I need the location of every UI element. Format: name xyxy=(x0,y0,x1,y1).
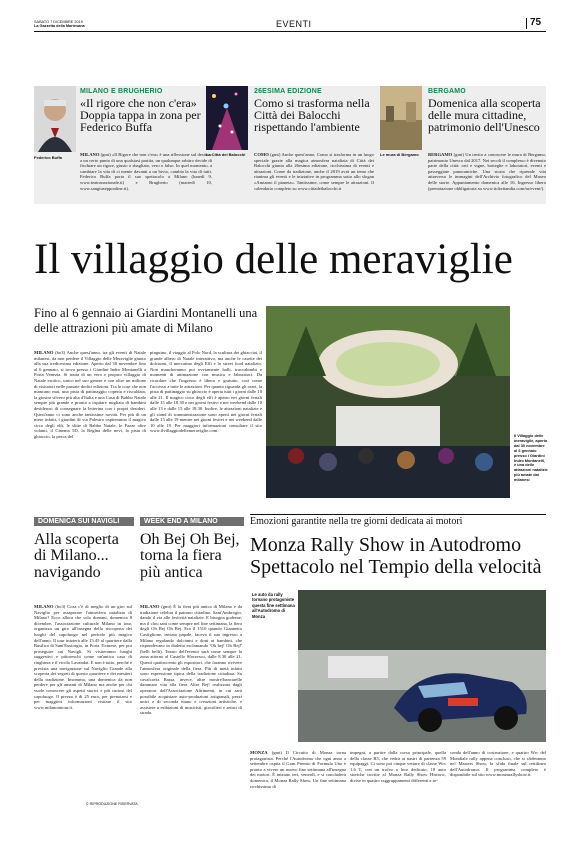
monza-col3: conda dell'anno di costruzione, e quattro Wrc del Mondiale rally appena concluso, che si sfideranno nel Masters Show, la sfida finale sul rettilineo dell'Autodromo. Il programma completo è disponibile sul sito www.monzarallyshow.it. xyxy=(450,750,546,778)
col-b-source: (gmt) xyxy=(161,604,172,609)
page-number: 75 xyxy=(530,17,542,28)
top3-text: Un invito a conoscere le mura di Bergamo, patrimonio Unesco dal 2017. Nei secoli il complesso è divenuto parte della città: orti e vigne, botteghe e laboratori, eventi e passeggiate panoramiche. Una storia che riprende vita attraverso le immagini dell'Archivio fotografico del Museo delle storie. Appuntamento domenica alle 16. Ingresso libero (prenotazione obbligatoria su www.tickettandia.com/m/event/). xyxy=(428,152,546,191)
header-dateline xyxy=(34,20,85,29)
monza-rule xyxy=(250,514,546,515)
top2-kicker: 26ESIMA EDIZIONE xyxy=(254,88,322,95)
balocchi-caption: La Città dei Balocchi xyxy=(206,152,246,157)
header-paper: La Gazzetta della Martesana xyxy=(34,24,85,29)
monza-source: (gmt) xyxy=(271,750,282,755)
col-a-title: Alla scoperta di Milano... navigando xyxy=(34,531,119,581)
top2-body xyxy=(254,152,374,202)
buffa-photo xyxy=(34,86,76,152)
main-place: MILANO xyxy=(34,350,54,355)
top3-body xyxy=(428,152,546,202)
top1-place: MILANO xyxy=(80,152,100,157)
monza-caption: Le auto da rally tornano protagoniste questa fine settimana all'Autodromo di Monza xyxy=(252,592,295,619)
monza-place: MONZA xyxy=(250,750,268,755)
main-source: (bo3) xyxy=(55,350,66,355)
monza-title: Monza Rally Show in Autodromo Spettacolo nel Tempio della velocità xyxy=(250,534,542,578)
top1-title: «Il rigore che non c'era» Doppia tappa in zona per Federico Buffa xyxy=(80,96,201,135)
monza-photo xyxy=(298,590,546,742)
top2-place: COMO xyxy=(254,152,269,157)
top3-place: BERGAMO xyxy=(428,152,453,157)
monza-col2: impegni, a partire dalla corsa principale, quella della classe R5, che vedrà ai nastri di partenza 59 equipaggi. Ci sono poi cinque vetture di classe Wrc 1.6 T, con un trofeo a loro dedicato, 18 auto storiche iscritte al Monza Rally Show Historic, divise in quattro raggruppamenti differenti a se- xyxy=(350,750,446,783)
mura-caption: Le mura di Bergamo xyxy=(380,152,419,157)
mura-photo xyxy=(380,86,422,150)
villaggio-caption: Il Villaggio delle meraviglie, aperto dal 30 novembre al 6 gennaio presso i Giardini Indro Montanelli, è una delle attrazioni natalizie più amate dai milanesi xyxy=(514,433,548,483)
top3-kicker: BERGAMO xyxy=(428,88,466,95)
monza-kicker: Emozioni garantite nella tre giorni dedicata ai motori xyxy=(250,516,463,527)
col-a-body xyxy=(34,604,132,800)
balocchi-photo xyxy=(206,86,248,150)
top3-title: Domenica alla scoperta delle mura cittadine, patrimonio dell'Unesco xyxy=(428,96,541,135)
col-a-text: Cosa c'è di meglio di un giro sul Naviglio per assaporare l'atmosfera natalizia di Milano? Ecco allora che solo domani, domenica 8 dicembre, l'associazione culturale Milano in tour, organizza un giro all'insegna della riscoperta dei luoghi del capoluogo nel periodo più magico dell'anno. Il tour inizierà alle 15.45 al quartiere dalla Basilica di Sant'Eustorgio, in Porta Ticinese, per poi proseguire sui Navigli. Si visiteranno luoghi suggestivi e pittoreschi come un'antica casa di ringhiera e il vicolo Lavandai. E non è tutto, perché è prevista una navigazione sul Naviglio Grande alla scoperta dei segreti di questo quartiere e dei mestieri della tradizione. Insomma, una domenica da non perdere per gli amanti di Milano ma anche per chi vuole conoscere gli aspetti storici e più curiosi del capoluogo. Il prezzo è di 25 euro, per prenotarsi e per maggiori informazioni visitare il sito www.milanointour.it. xyxy=(34,604,132,710)
villaggio-photo xyxy=(266,306,510,498)
main-col2: pinguino, il viaggio al Polo Nord, la scultura dei ghiacciai, il grande albero di Natale interattivo, ma anche le casette dei dolciumi, il mercatino degli Elfi e lo street food natalizio. Non mancheranno poi ovviamente balli, truccabimbi e momenti di animazione con musica e laboratori. Da ricordare che l'ingresso è libero e gratuito, così come l'accesso a tutte le attrazioni. Per quanto riguarda gli orari, la pista di pattinaggio su ghiaccio è aperta tutti i giorni dalle 10 alle 21. Il magico circo degli elfi è aperto nei giorni feriali dalle 15 alle 18.30 e nei giorni festivi e nei weekend dalle 10 alle 13 e dalle 15 alle 18.30. Inoltre, le attrazioni natalizie e gli stand di somministrazione sono aperti nei giorni feriali dalle 15 alle 19 mentre nei giorni festivi e nei weekend dalle 10 alle 19. Per maggiori informazioni consultare il sito www.ilvillaggiodellemeraviglie.com. xyxy=(150,350,262,434)
top2-title: Como si trasforma nella Città dei Balocchi rispettando l'ambiente xyxy=(254,96,370,135)
header-date: SABATO 7 DICEMBRE 2019 xyxy=(34,20,83,24)
top1-text: «Il Rigore che non c'era» è una riflessione sul destino: a un certo punto di una qualsiasi partita, un qualunque arbitro decide di fischiare un rigore, giusto o sbagliato, vero o falso. In quel momento, a cambiare la vita di ci mente davanti a un bivio, cambia la vita di tutti. Federico Buffa porta il suo spettacolo a Milano (lunedì 9, www.teatronazionale.it) e Brugherio (martedì 10, www.sangiusepponline.it). xyxy=(80,152,212,191)
col-a-section: DOMENICA SUI NAVIGLI xyxy=(34,517,134,526)
top2-text: Anche quest'anno, Como si trasforma in un luogo speciale grazie alla magica atmosfera natalizia di Città dei Balocchi giunta alla 26esima edizione, ricchissima di eventi e attrazioni. Come da tradizione, anche il 2019 avrà un tema che rianima gli eventi e le iniziative in programma sotto allo slogan «Amiamo il pianeta». Tantissime, come sempre le attrazioni. Il calendario completo su www.cittadeibalocchi.it xyxy=(254,152,374,191)
section-name: EVENTI xyxy=(276,19,312,29)
top1-kicker: MILANO E BRUGHERIO xyxy=(80,88,163,95)
top3-source: (gmt) xyxy=(453,152,464,157)
page-divider xyxy=(526,18,527,29)
monza-col1-text: Il Circuito di Monza torna protagonista. Perché l'Autodromo che ogni anno a settembre ospita il Gran Premio di Formula Uno è pronto a vivere un nuovo fine settimana all'insegna dei motori. È iniziato ieri, venerdì, e si concluderà domenica, il Monza Rally Show. Un fine settimana ricchissimo di xyxy=(250,750,346,789)
main-col1-text: Anche quest'anno, tra gli eventi di Natale milanesi, da non perdere il Villaggio delle Meraviglie giunto alla sua tredicesima edizione. Aperto dal 30 novembre fino al 6 gennaio, si trova presso i Giardini Indro Montanelli a Porta Venezia. Si tratta di un vero e proprio villaggio di Natale esotico, unico nel suo genere e con oltre un milione di visitatori nelle passate dodici edizioni. Tra le cose che non mancano mai, una pista di pattinaggio coperta e riscaldata, la giostra silvero più alta d'Italia e una Casa di Babbo Natale sempre più grande e pronta a ospitare migliaia di bambini desiderosi di consegnare la letterina con i propri desideri. Quest'anno ci sono anche tantissime novità. Per più di un mese infatti, i giardini di via Palestro ospiteranno il magico circo degli elfi, le slitte di Babbo Natale, le Fazze oltre volanti, il Cinema 5D, la Reglna delle nevi, la pista di ghiaccio, la pesca del xyxy=(34,350,146,439)
main-subtitle: Fino al 6 gennaio ai Giardini Montanelli una delle attrazioni più amate di Milano xyxy=(34,306,258,335)
col-b-text: È la fiera più antica di Milano e da tradizione celebra il patrono cittadino, Sant'Ambrogio, dando il via alle festività natalizie. E bisogna goderne, ma il clou sarà come sempre nel fine settimana, la fiera degli Oh Bej Oh Bej. Era il 1510 quando Giannetto Castiglione, inviato papale, faceva il suo ingresso a Milano regalando dolciumi e doni ai bambini, che rispondevano in dialetto esclamando 'Oh bej! Oh Bej!' (belli belli). Teatro dell'evento sarà come sempre la zona attorno al Castello Sforzesco, dalle 8.30 alle 21. Questi quattrocento gli espositori, che faranno rivivere l'atmosfera originale della fiera. Più di metà infatti sono espressione tipica della tradizione cittadina. Su cavalcavia Bassa, invece, altre mostre/bancarelle dammaro vita alla fiera Altre Bej! realizzata dagli operatori dell'Associazione Altrimenti, in cui sarà possibile acquistare auto-produzioni artigianali, pezzi unici e di seconda mano e creazioni artistiche, e assistere a esibizioni di musicisti, giocolieri e artisti di strada. xyxy=(140,604,242,716)
col-a-place: MILANO xyxy=(34,604,54,609)
col-b-place: MILANO xyxy=(140,604,160,609)
buffa-caption: Federico Buffa xyxy=(34,155,63,160)
col-b-section: WEEK END A MILANO xyxy=(140,517,244,526)
main-col1 xyxy=(34,350,146,498)
monza-col1 xyxy=(250,750,346,808)
main-title: Il villaggio delle meraviglie xyxy=(34,236,513,283)
top1-source: (gmt) xyxy=(100,152,111,157)
col-a-source: (bo3) xyxy=(55,604,66,609)
top2-source: (gmt) xyxy=(270,152,281,157)
top1-body xyxy=(80,152,212,202)
col-b-body xyxy=(140,604,242,800)
header-rule xyxy=(34,31,546,32)
col-b-title: Oh Bej Oh Bej, torna la fiera più antica xyxy=(140,531,240,581)
col-a-credit: © RIPRODUZIONE RISERVATA xyxy=(86,802,138,806)
